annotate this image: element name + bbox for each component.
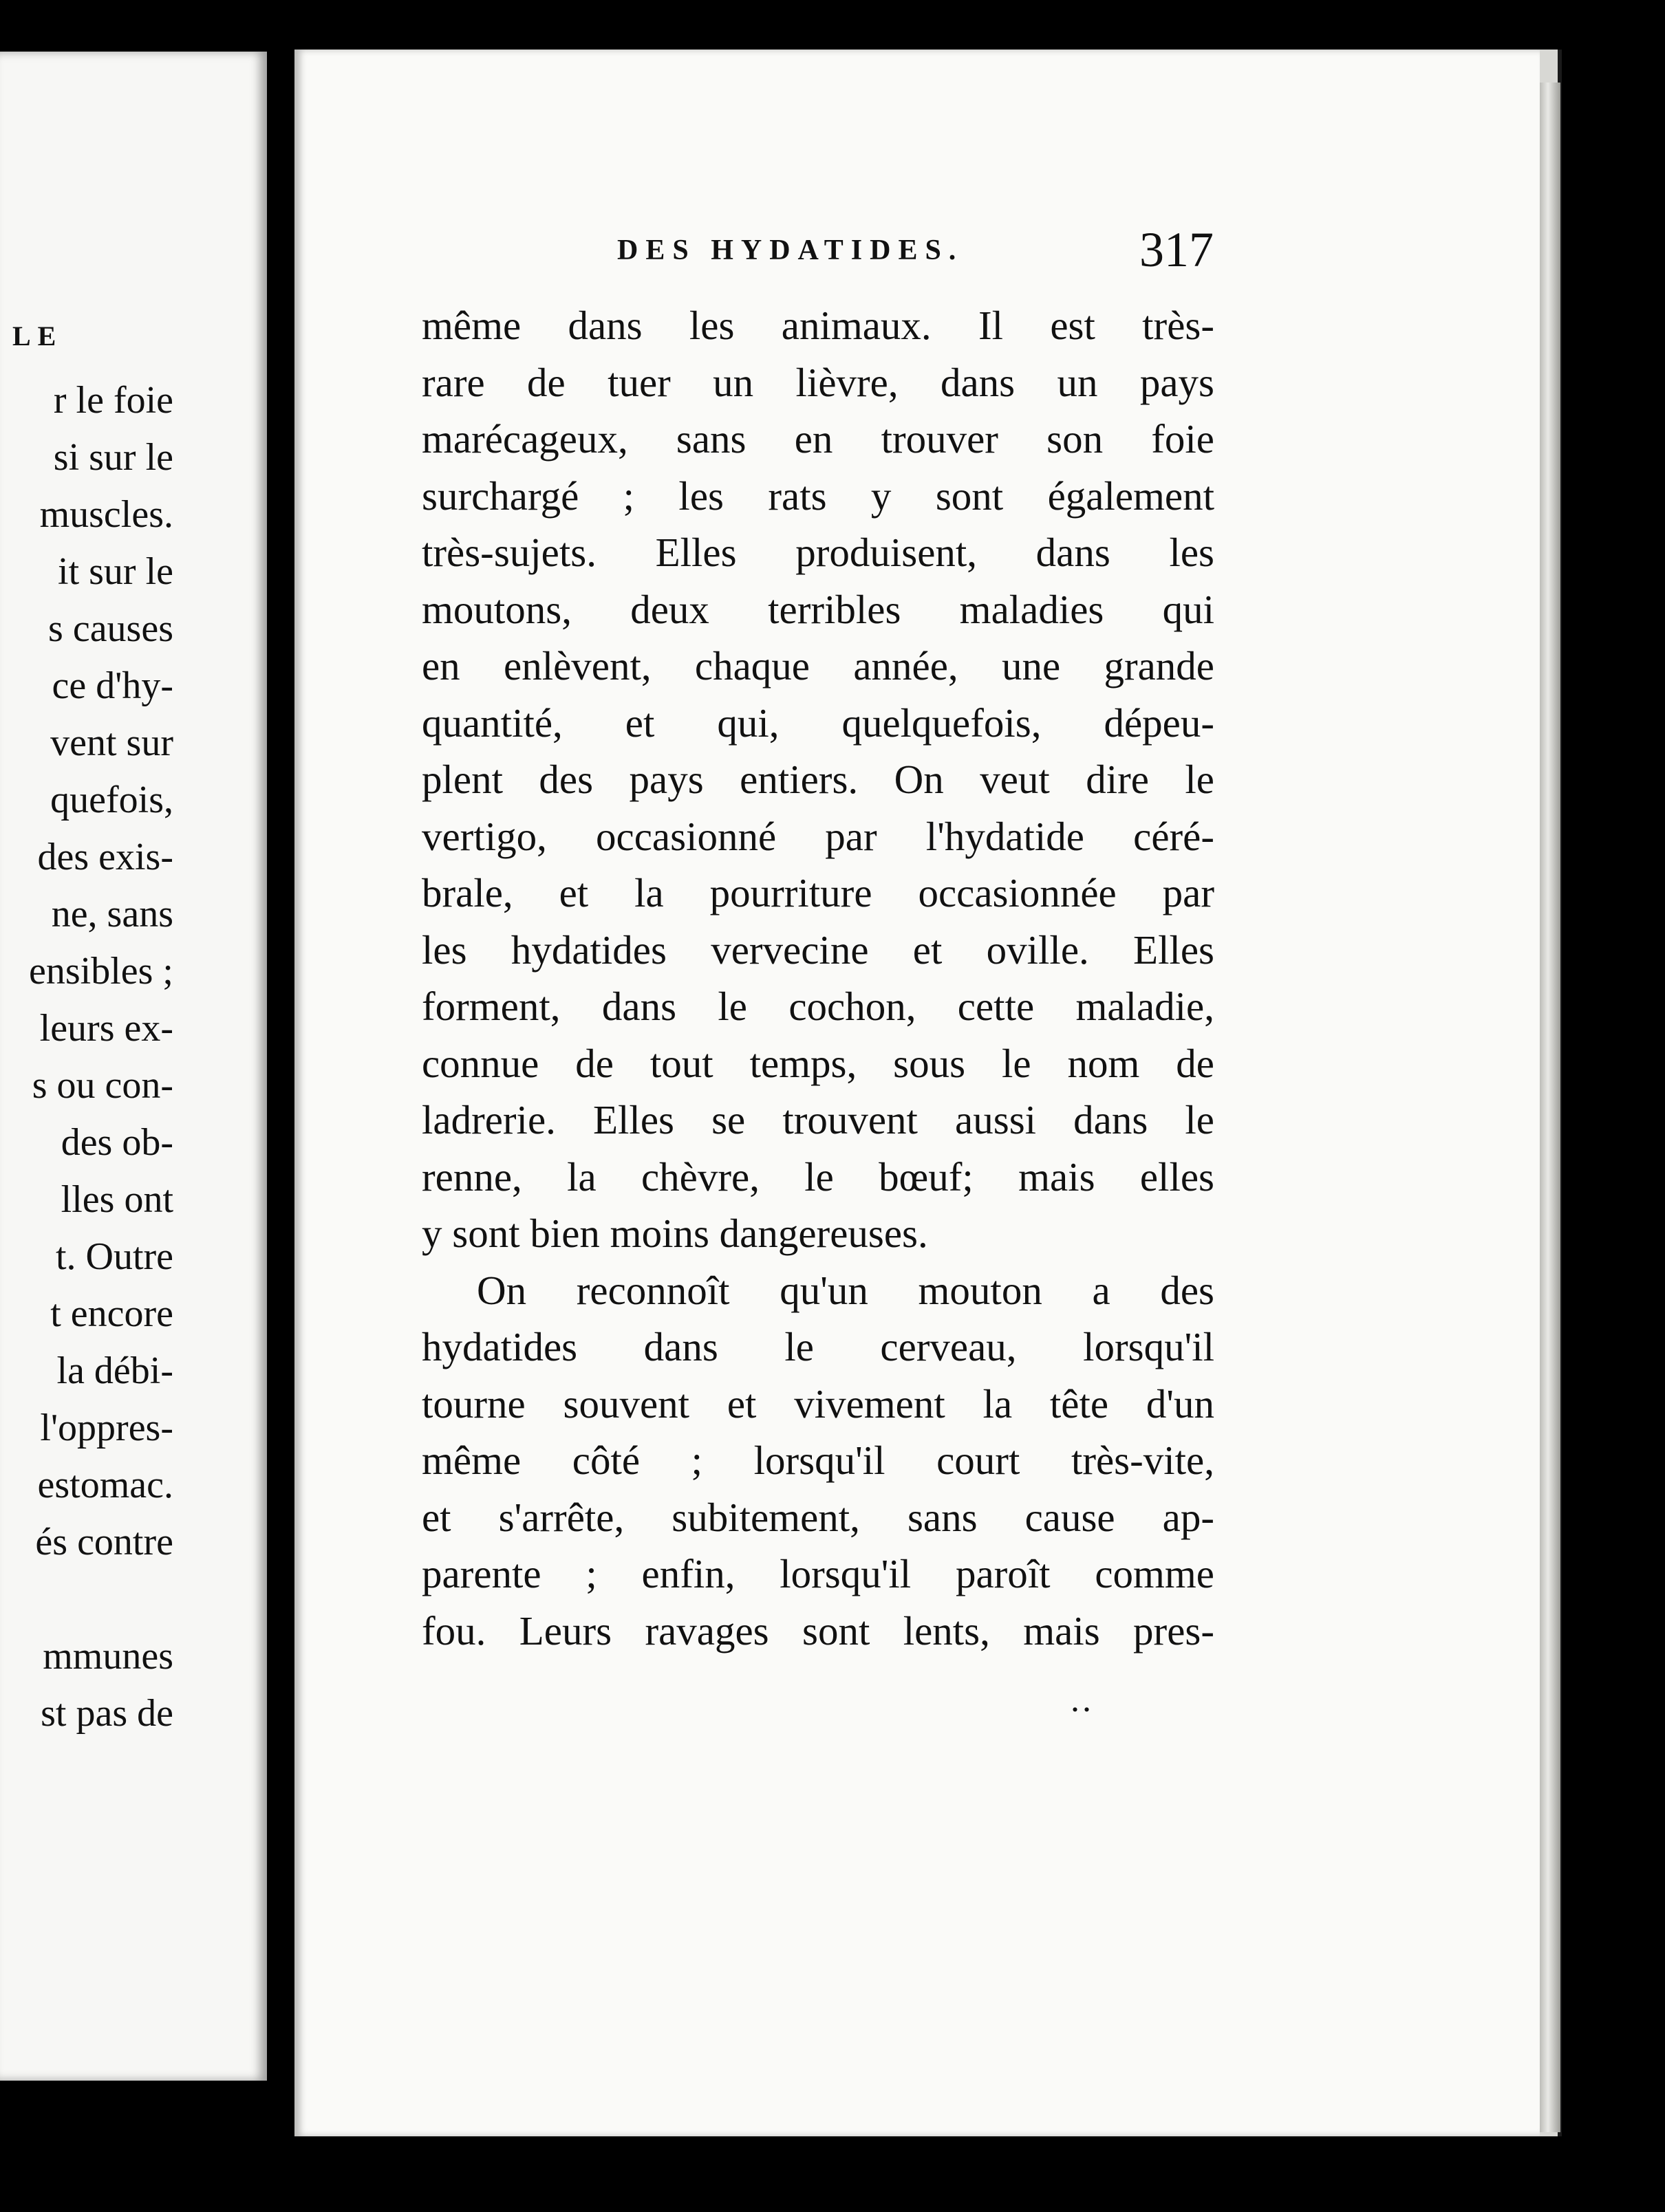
left-page-header: LE: [12, 321, 63, 351]
left-text-line: st pas de: [41, 1692, 173, 1735]
text-line: même côté ; lorsqu'il court très-vite,: [422, 1438, 1214, 1483]
left-text-line: l'oppres-: [40, 1407, 173, 1449]
left-text-line: estomac.: [37, 1464, 173, 1506]
left-text-line: ne, sans: [51, 893, 173, 935]
text-line: marécageux, sans en trouver son foie: [422, 416, 1214, 462]
left-text-line: si sur le: [53, 436, 173, 479]
text-line: et s'arrête, subitement, sans cause ap-: [422, 1494, 1214, 1540]
left-text-line: des exis-: [37, 836, 173, 878]
left-text-line: vent sur: [50, 722, 173, 764]
text-line: surchargé ; les rats y sont également: [422, 473, 1214, 519]
text-line: fou. Leurs ravages sont lents, mais pres-: [422, 1607, 1214, 1653]
left-text-line: r le foie: [53, 379, 173, 422]
left-text-line: mmunes: [43, 1635, 173, 1678]
left-text-line: muscles.: [39, 493, 173, 536]
left-page: [0, 52, 267, 2081]
paragraph-first-line: On reconnoît qu'un mouton a des: [477, 1267, 1214, 1313]
text-line: moutons, deux terribles maladies qui: [422, 586, 1214, 632]
text-line: renne, la chèvre, le bœuf; mais elles: [422, 1153, 1214, 1200]
page-number: 317: [1139, 222, 1214, 277]
text-line: hydatides dans le cerveau, lorsqu'il: [422, 1324, 1214, 1369]
text-line: y sont bien moins dangereuses.: [422, 1211, 928, 1256]
text-line: rare de tuer un lièvre, dans un pays: [422, 359, 1214, 405]
text-line: quantité, et qui, quelquefois, dépeu-: [422, 700, 1214, 746]
text-line: tourne souvent et vivement la tête d'un: [422, 1380, 1214, 1427]
text-line: forment, dans le cochon, cette maladie,: [422, 984, 1214, 1029]
text-line: connue de tout temps, sous le nom de: [422, 1040, 1214, 1086]
left-text-line: des ob-: [61, 1121, 173, 1164]
text-line: même dans les animaux. Il est très-: [422, 303, 1214, 348]
left-text-line: s causes: [48, 607, 173, 650]
body-text: [422, 297, 1214, 1659]
left-text-line: t. Outre: [55, 1235, 173, 1278]
left-text-line: ce d'hy-: [52, 664, 173, 707]
left-text-line: és contre: [35, 1521, 173, 1563]
text-line: vertigo, occasionné par l'hydatide céré-: [422, 813, 1214, 859]
running-head: DES HYDATIDES.: [617, 235, 964, 266]
text-line: brale, et la pourriture occasionnée par: [422, 870, 1214, 915]
left-text-line: leurs ex-: [39, 1007, 173, 1050]
text-line: ladrerie. Elles se trouvent aussi dans le: [422, 1097, 1214, 1142]
text-line: les hydatides vervecine et oville. Elles: [422, 926, 1214, 973]
page-edge: [1540, 83, 1560, 2132]
text-line: plent des pays entiers. On veut dire le: [422, 757, 1214, 802]
left-text-line: t encore: [50, 1292, 173, 1335]
signature-mark: ..: [1071, 1680, 1094, 1720]
text-line: en enlèvent, chaque année, une grande: [422, 643, 1214, 688]
text-line: parente ; enfin, lorsqu'il paroît comme: [422, 1551, 1214, 1596]
left-page-text: [29, 372, 173, 1742]
left-text-line: it sur le: [58, 550, 173, 593]
left-text-line: ensibles ;: [29, 950, 173, 993]
left-text-gap: [29, 1571, 173, 1628]
left-text-line: quefois,: [50, 779, 173, 821]
left-text-line: s ou con-: [32, 1064, 173, 1107]
left-text-line: la débi-: [56, 1349, 173, 1392]
left-text-line: lles ont: [61, 1178, 173, 1221]
text-line: très-sujets. Elles produisent, dans les: [422, 530, 1214, 575]
